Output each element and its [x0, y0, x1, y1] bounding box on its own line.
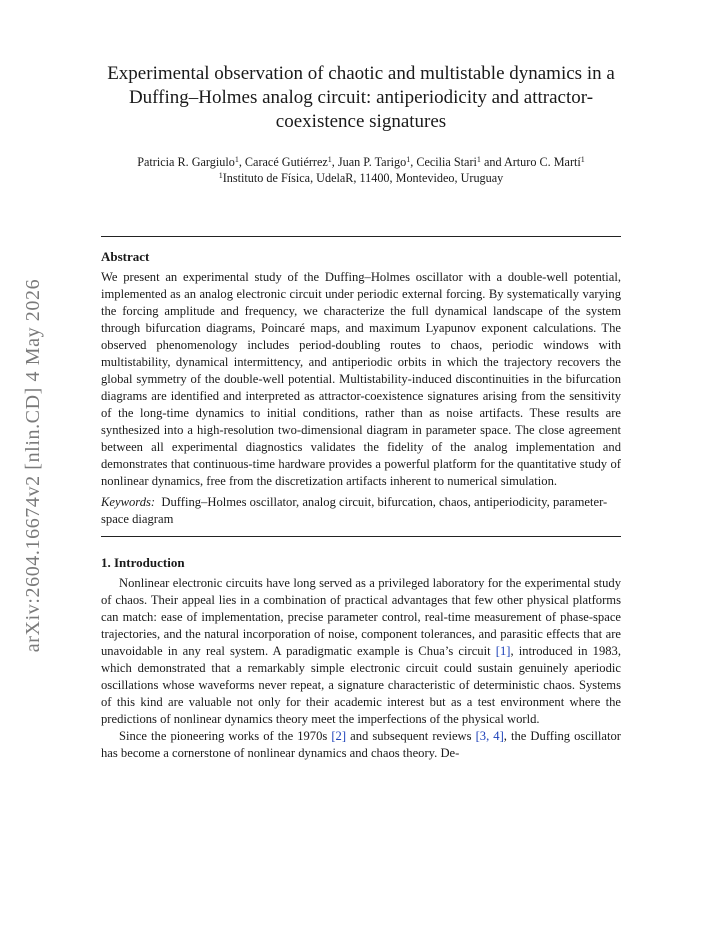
arxiv-identifier: arXiv:2604.16674v2 [nlin.CD] 4 May 2026: [22, 278, 45, 652]
abstract-bottom-rule: [101, 536, 621, 537]
paper-page: [101, 62, 621, 762]
author-name: Caracé Gutiérrez: [244, 155, 328, 169]
intro-p2-text-c: , the Duffing oscillator has become a cornerstone of nonlinear dynamics and chaos theory. De-: [101, 729, 621, 760]
abstract-text: We present an experimental study of the Duffing–Holmes oscillator with a double-well potential, implemented as an analog electronic circuit under periodic external forcing. By systematically varying the forcing amplitude and frequency, we characterize the full dynamical landscape of the system through bifurcation diagrams, Poincaré maps, and maximum Lyapunov exponent calculations. The observed phenomenology includes period-doubling routes to chaos, periodic windows with multistability, dynamical intermittency, and antiperiodic orbits in which the trajectory recovers the global symmetry of the double-well potential. Multistability-induced discontinuities in the bifurcation diagrams are identified and interpreted as attractor-coexistence signatures arising from the sensitivity of the long-time dynamics to initial conditions, rather than as noise artifacts. These results are synthesized into a high-resolution two-dimensional diagram in parameter space. The close agreement between all experimental diagnostics validates the fidelity of the analog implementation and demonstrates that continuous-time hardware provides a powerful platform for the quantitative study of nonlinear dynamics, free from the discretization artifacts inherent to numerical simulation.: [101, 270, 621, 488]
author-list: [101, 154, 621, 170]
citation-link-3-4[interactable]: [3, 4]: [475, 729, 504, 743]
intro-p2-text-b: and subsequent reviews: [346, 729, 476, 743]
intro-paragraph-1: [101, 575, 621, 728]
keywords-label: Keywords:: [101, 495, 156, 509]
arxiv-sidebar-stamp: [23, 250, 45, 680]
intro-paragraph-2: [101, 728, 621, 762]
author-name: Cecilia Stari: [416, 155, 477, 169]
affiliation: [101, 170, 621, 186]
section-heading-introduction: 1. Introduction: [101, 555, 185, 570]
author-name: Patricia R. Gargiulo: [137, 155, 235, 169]
affiliation-text: Instituto de Física, UdelaR, 11400, Montevideo, Uruguay: [222, 171, 504, 185]
abstract-section: [101, 236, 621, 537]
author-affiliation-marker: 1: [476, 155, 481, 164]
intro-p1-text-b: , introduced in 1983, which demonstrated that a remarkably simple electronic circuit could sustain genuinely aperiodic oscillations whose waveforms never repeat, a signature characteristic of deterministic chaos. Systems of this kind are valuable not only for their academic interest but as a test environment where the predictions of nonlinear dynamics theory meet the imperfections of the physical world.: [101, 644, 621, 726]
author-name: Arturo C. Martí: [503, 155, 581, 169]
abstract-top-rule: [101, 236, 621, 237]
author-affiliation-marker: 1: [580, 155, 585, 164]
author-separator: ,: [410, 155, 417, 169]
author-separator: ,: [238, 155, 245, 169]
citation-link-2[interactable]: [2]: [331, 729, 347, 743]
author-affiliation-marker: 1: [327, 155, 332, 164]
keywords: [101, 494, 621, 528]
intro-p2-text-a: Since the pioneering works of the 1970s: [119, 729, 332, 743]
author-separator: ,: [331, 155, 338, 169]
citation-link-1[interactable]: [1]: [495, 644, 511, 658]
author-affiliation-marker: 1: [234, 155, 239, 164]
intro-p1-text-a: Nonlinear electronic circuits have long served as a privileged laboratory for the experimental study of chaos. Their appeal lies in a combination of practical advantages that few other physical platforms can match: ease of implementation, precise parameter control, real-time measurement of phase-space trajectories, and the natural incorporation of noise, component tolerances, and parasitic effects that are unavoidable in any real system. A paradigmatic example is Chua’s circuit: [101, 576, 621, 658]
abstract-heading: Abstract: [101, 249, 150, 264]
affiliation-marker: 1: [218, 171, 223, 180]
author-affiliation-marker: 1: [406, 155, 411, 164]
paper-title: Experimental observation of chaotic and multistable dynamics in a Duffing–Holmes analog circuit: antiperiodicity and attractor-coexistence signatures: [107, 63, 615, 132]
author-separator: and: [480, 155, 504, 169]
author-name: Juan P. Tarigo: [337, 155, 407, 169]
keywords-list: Duffing–Holmes oscillator, analog circuit, bifurcation, chaos, antiperiodicity, parameter-space diagram: [101, 495, 608, 526]
